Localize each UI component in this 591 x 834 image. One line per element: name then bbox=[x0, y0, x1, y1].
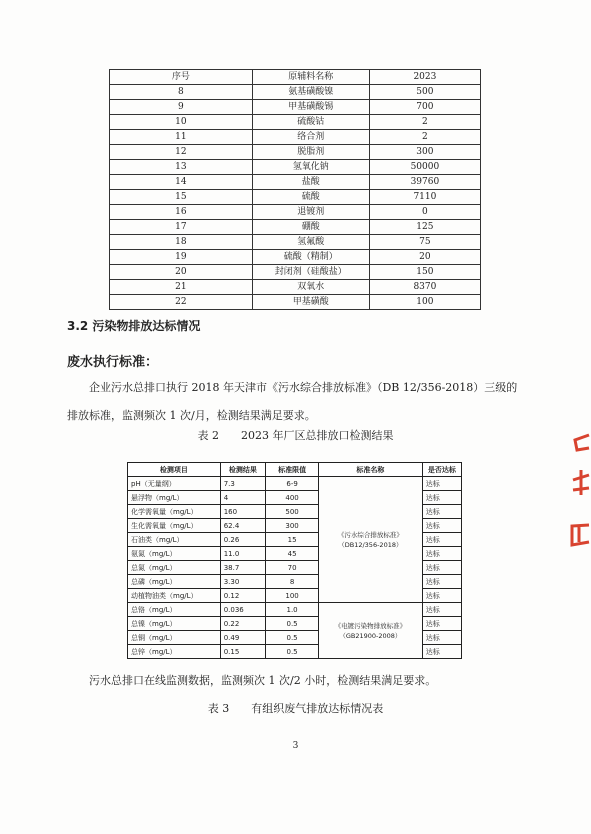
table-cell: 21 bbox=[110, 280, 253, 295]
table-cell: 2 bbox=[369, 130, 480, 145]
table-cell: 0.15 bbox=[220, 645, 265, 659]
table-cell: 退镀剂 bbox=[252, 205, 369, 220]
compliance-cell: 达标 bbox=[422, 491, 461, 505]
discharge-results-table bbox=[127, 462, 462, 659]
table-cell: 150 bbox=[369, 265, 480, 280]
table-header-row bbox=[128, 463, 462, 477]
table-cell: 50000 bbox=[369, 160, 480, 175]
table-row bbox=[110, 235, 481, 250]
paragraph-wastewater-standard: 企业污水总排口执行 2018 年天津市《污水综合排放标准》（DB 12/356-2018）三级的排放标准，监测频次 1 次/月，检测结果满足要求。 bbox=[67, 381, 518, 422]
table-header-cell: 原辅料名称 bbox=[252, 70, 369, 85]
compliance-cell: 达标 bbox=[422, 533, 461, 547]
table-cell: 化学需氧量（mg/L） bbox=[128, 505, 221, 519]
table-cell: 300 bbox=[369, 145, 480, 160]
table-cell: 12 bbox=[110, 145, 253, 160]
table-row bbox=[110, 205, 481, 220]
table-cell: 甲基磺酸锡 bbox=[252, 100, 369, 115]
table-cell: 16 bbox=[110, 205, 253, 220]
table-cell: 10 bbox=[110, 115, 253, 130]
table-row bbox=[110, 190, 481, 205]
standard-name-cell: 《污水综合排放标准》（DB12/356-2018） bbox=[318, 477, 422, 603]
table-header-cell: 标准名称 bbox=[318, 463, 422, 477]
table-cell: 双氧水 bbox=[252, 280, 369, 295]
table-header-cell: 检测结果 bbox=[220, 463, 265, 477]
table-cell: 0 bbox=[369, 205, 480, 220]
table-cell: 500 bbox=[266, 505, 319, 519]
table-cell: 45 bbox=[266, 547, 319, 561]
table-cell: 8 bbox=[266, 575, 319, 589]
table-cell: 500 bbox=[369, 85, 480, 100]
table-cell: 19 bbox=[110, 250, 253, 265]
table-cell: 氨基磺酸镍 bbox=[252, 85, 369, 100]
table-cell: 硼酸 bbox=[252, 220, 369, 235]
table-row bbox=[110, 295, 481, 310]
table-cell: 8370 bbox=[369, 280, 480, 295]
table-cell: 11 bbox=[110, 130, 253, 145]
table-cell: 甲基磺酸 bbox=[252, 295, 369, 310]
table-cell: 0.5 bbox=[266, 631, 319, 645]
table-cell: 硫酸（精制） bbox=[252, 250, 369, 265]
table-cell: 62.4 bbox=[220, 519, 265, 533]
table-cell: 总镍（mg/L） bbox=[128, 617, 221, 631]
table-row bbox=[110, 85, 481, 100]
table-cell: 悬浮物（mg/L） bbox=[128, 491, 221, 505]
table-row bbox=[110, 145, 481, 160]
table-header-cell: 检测项目 bbox=[128, 463, 221, 477]
table-row bbox=[110, 100, 481, 115]
table-cell: 11.0 bbox=[220, 547, 265, 561]
compliance-cell: 达标 bbox=[422, 561, 461, 575]
table-cell: 0.26 bbox=[220, 533, 265, 547]
table-cell: 100 bbox=[266, 589, 319, 603]
section-title: 3.2 污染物排放达标情况 bbox=[67, 319, 201, 333]
table-header-cell: 是否达标 bbox=[422, 463, 461, 477]
table-cell: 生化需氧量（mg/L） bbox=[128, 519, 221, 533]
compliance-cell: 达标 bbox=[422, 505, 461, 519]
compliance-cell: 达标 bbox=[422, 645, 461, 659]
red-seal-stamp bbox=[567, 430, 591, 560]
table-cell: 39760 bbox=[369, 175, 480, 190]
table-row bbox=[110, 220, 481, 235]
raw-materials-table bbox=[109, 69, 481, 310]
table-header-cell: 标准限值 bbox=[266, 463, 319, 477]
compliance-cell: 达标 bbox=[422, 477, 461, 491]
table-header-cell: 序号 bbox=[110, 70, 253, 85]
table-cell: 70 bbox=[266, 561, 319, 575]
table-cell: 0.5 bbox=[266, 645, 319, 659]
table-cell: 9 bbox=[110, 100, 253, 115]
table-cell: 盐酸 bbox=[252, 175, 369, 190]
table-cell: 400 bbox=[266, 491, 319, 505]
table-cell: 14 bbox=[110, 175, 253, 190]
table-cell: 脱脂剂 bbox=[252, 145, 369, 160]
compliance-cell: 达标 bbox=[422, 603, 461, 617]
table-row bbox=[110, 175, 481, 190]
table-cell: 125 bbox=[369, 220, 480, 235]
table-cell: 0.5 bbox=[266, 617, 319, 631]
table-cell: 封闭剂（硅酸盐） bbox=[252, 265, 369, 280]
table2-caption: 表 2 2023 年厂区总排放口检测结果 bbox=[197, 429, 394, 442]
table-cell: 300 bbox=[266, 519, 319, 533]
compliance-cell: 达标 bbox=[422, 589, 461, 603]
table-cell: 氢氧化钠 bbox=[252, 160, 369, 175]
table-cell: pH（无量纲） bbox=[128, 477, 221, 491]
table-cell: 络合剂 bbox=[252, 130, 369, 145]
table-cell: 15 bbox=[110, 190, 253, 205]
table-row bbox=[128, 477, 462, 491]
table-row bbox=[128, 603, 462, 617]
table-cell: 6-9 bbox=[266, 477, 319, 491]
table-cell: 氢氟酸 bbox=[252, 235, 369, 250]
table-cell: 动植物油类（mg/L） bbox=[128, 589, 221, 603]
table-cell: 2 bbox=[369, 115, 480, 130]
table-cell: 硫酸钴 bbox=[252, 115, 369, 130]
table-cell: 160 bbox=[220, 505, 265, 519]
table-cell: 0.12 bbox=[220, 589, 265, 603]
table-cell: 1.0 bbox=[266, 603, 319, 617]
table-cell: 7.3 bbox=[220, 477, 265, 491]
table-cell: 13 bbox=[110, 160, 253, 175]
paragraph-online-monitoring: 污水总排口在线监测数据，监测频次 1 次/2 小时，检测结果满足要求。 bbox=[89, 674, 437, 687]
table-cell: 38.7 bbox=[220, 561, 265, 575]
table-cell: 75 bbox=[369, 235, 480, 250]
table-header-cell: 2023 bbox=[369, 70, 480, 85]
table-cell: 8 bbox=[110, 85, 253, 100]
table-cell: 3.30 bbox=[220, 575, 265, 589]
table-header-row bbox=[110, 70, 481, 85]
compliance-cell: 达标 bbox=[422, 575, 461, 589]
table-row bbox=[110, 265, 481, 280]
table-cell: 20 bbox=[369, 250, 480, 265]
table-cell: 4 bbox=[220, 491, 265, 505]
table-cell: 22 bbox=[110, 295, 253, 310]
table-cell: 氨氮（mg/L） bbox=[128, 547, 221, 561]
table-cell: 700 bbox=[369, 100, 480, 115]
table-cell: 0.036 bbox=[220, 603, 265, 617]
table-cell: 18 bbox=[110, 235, 253, 250]
table-row bbox=[110, 160, 481, 175]
table-cell: 15 bbox=[266, 533, 319, 547]
compliance-cell: 达标 bbox=[422, 519, 461, 533]
table-cell: 17 bbox=[110, 220, 253, 235]
table-cell: 总锌（mg/L） bbox=[128, 645, 221, 659]
table-row bbox=[110, 130, 481, 145]
compliance-cell: 达标 bbox=[422, 631, 461, 645]
table-cell: 石油类（mg/L） bbox=[128, 533, 221, 547]
table-cell: 总铜（mg/L） bbox=[128, 631, 221, 645]
table-cell: 20 bbox=[110, 265, 253, 280]
table-cell: 100 bbox=[369, 295, 480, 310]
compliance-cell: 达标 bbox=[422, 547, 461, 561]
table-cell: 硫酸 bbox=[252, 190, 369, 205]
page-number: 3 bbox=[292, 741, 299, 751]
table-row bbox=[110, 250, 481, 265]
table-cell: 总氮（mg/L） bbox=[128, 561, 221, 575]
subsection-title: 废水执行标准： bbox=[67, 355, 159, 370]
table3-caption: 表 3 有组织废气排放达标情况表 bbox=[207, 702, 384, 715]
compliance-cell: 达标 bbox=[422, 617, 461, 631]
table-cell: 总铬（mg/L） bbox=[128, 603, 221, 617]
table-cell: 0.22 bbox=[220, 617, 265, 631]
table-row bbox=[110, 280, 481, 295]
table-cell: 7110 bbox=[369, 190, 480, 205]
standard-name-cell: 《电镀污染物排放标准》（GB21900-2008） bbox=[318, 603, 422, 659]
table-cell: 总磷（mg/L） bbox=[128, 575, 221, 589]
table-cell: 0.49 bbox=[220, 631, 265, 645]
table-row bbox=[110, 115, 481, 130]
